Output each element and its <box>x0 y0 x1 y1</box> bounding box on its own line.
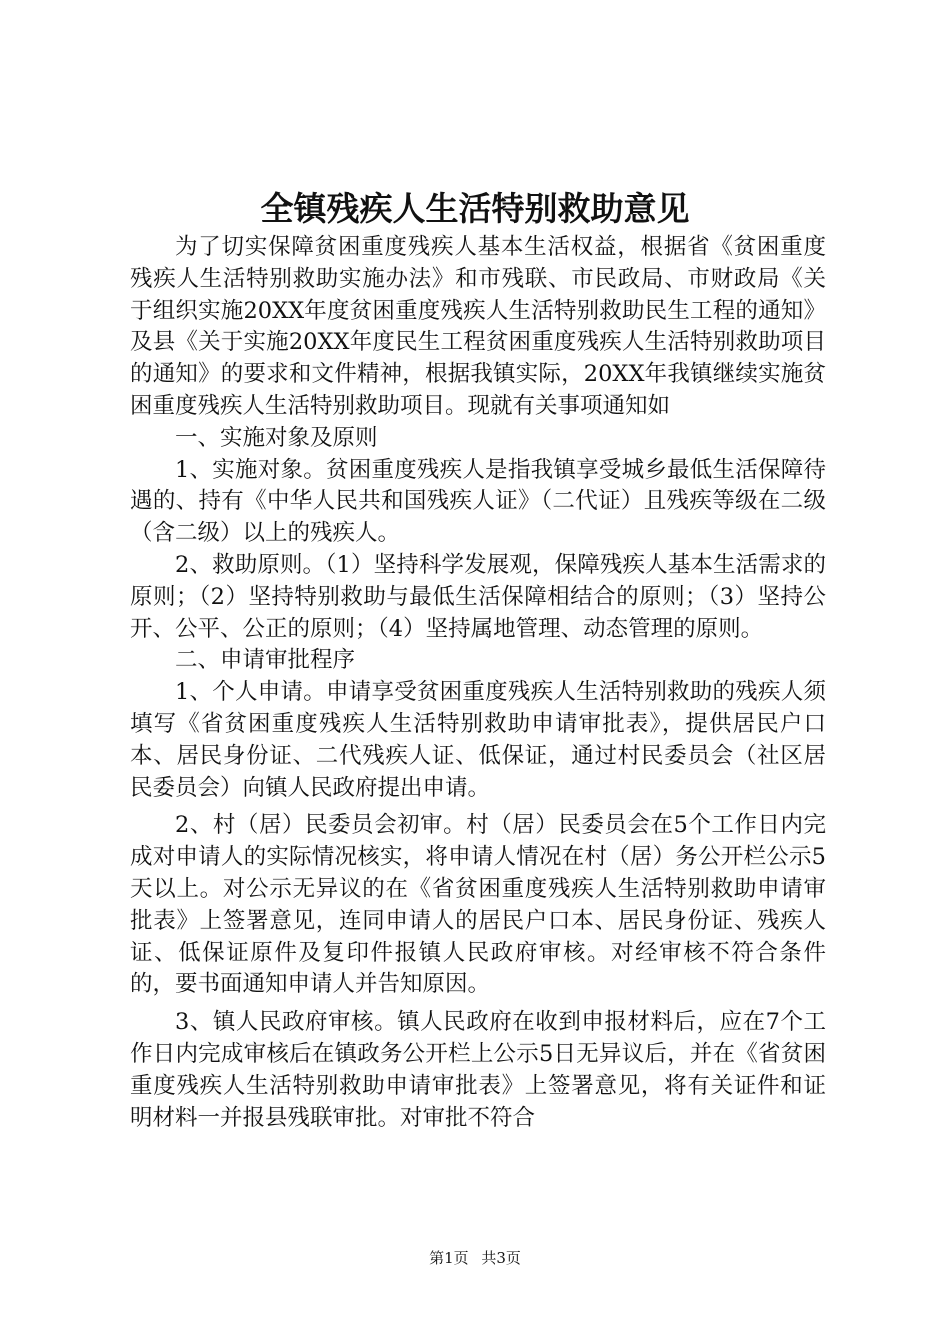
paragraph-2-2: 2、村（居）民委员会初审。村（居）民委员会在5个工作日内完成对申请人的实际情况核实，将申请人情况在村（居）务公开栏公示5天以上。对公示无异议的在《省贫困重度残疾人生活特别救助申请审批表》上签署意见，连同申请人的居民户口本、居民身份证、残疾人证、低保证原件及复印件报镇人民政府审核。对经审核不符合条件的，要书面通知申请人并告知原因。 <box>130 812 826 998</box>
page-footer <box>0 1247 950 1269</box>
paragraph-2-3: 3、镇人民政府审核。镇人民政府在收到申报材料后，应在7个工作日内完成审核后在镇政务公开栏上公示5日无异议后，并在《省贫困重度残疾人生活特别救助申请审批表》上签署意见，将有关证件和证明材料一并报县残联审批。对审批不符合 <box>130 1009 826 1131</box>
page-number: 第1页 <box>429 1249 469 1267</box>
paragraph-1-1: 1、实施对象。贫困重度残疾人是指我镇享受城乡最低生活保障待遇的、持有《中华人民共和国残疾人证》（二代证）且残疾等级在二级（含二级）以上的残疾人。 <box>130 456 826 547</box>
paragraph-2-1: 1、个人申请。申请享受贫困重度残疾人生活特别救助的残疾人须填写《省贫困重度残疾人生活特别救助申请审批表》，提供居民户口本、居民身份证、二代残疾人证、低保证，通过村民委员会（社区居民委员会）向镇人民政府提出申请。 <box>130 679 826 801</box>
page-total: 共3页 <box>481 1249 521 1267</box>
section-heading-2: 二、申请审批程序 <box>175 647 356 674</box>
paragraph-1-2: 2、救助原则。（1）坚持科学发展观，保障残疾人基本生活需求的原则；（2）坚持特别救助与最低生活保障相结合的原则；（3）坚持公开、公平、公正的原则；（4）坚持属地管理、动态管理的原则。 <box>130 551 826 642</box>
document-title: 全镇残疾人生活特别救助意见 <box>260 189 690 228</box>
paragraph-intro: 为了切实保障贫困重度残疾人基本生活权益，根据省《贫困重度残疾人生活特别救助实施办法》和市残联、市民政局、市财政局《关于组织实施20XX年度贫困重度残疾人生活特别救助民生工程的通知》及县《关于实施20XX年度民生工程贫困重度残疾人生活特别救助项目的通知》的要求和文件精神，根据我镇实际，20XX年我镇继续实施贫困重度残疾人生活特别救助项目。现就有关事项通知如 <box>130 234 826 419</box>
section-heading-1: 一、实施对象及原则 <box>175 424 378 451</box>
document-body <box>130 232 826 1134</box>
